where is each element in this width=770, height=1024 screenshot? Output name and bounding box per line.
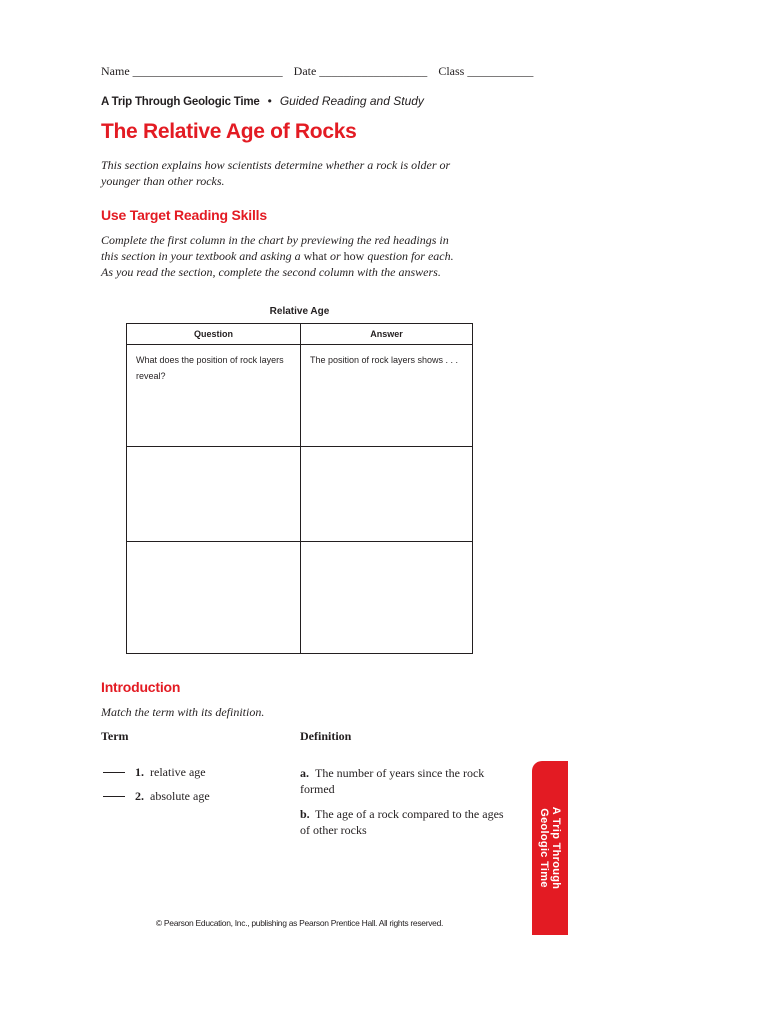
side-tab-label	[538, 761, 562, 935]
side-tab-line: Geologic Time	[538, 808, 550, 888]
definition-item	[300, 806, 505, 838]
bullet-separator: •	[267, 94, 272, 108]
term-text: absolute age	[150, 789, 210, 803]
name-field[interactable]: Name _________________________	[101, 64, 283, 78]
question-cell[interactable]: What does the position of rock layers reveal?	[127, 345, 301, 447]
skills-word-how: how	[343, 249, 365, 263]
copyright-footer: © Pearson Education, Inc., publishing as Pearson Prentice Hall. All rights reserved.	[155, 918, 444, 928]
definition-letter: b.	[300, 807, 310, 821]
matching-instruction: Match the term with its definition.	[101, 705, 265, 719]
chapter-title: A Trip Through Geologic Time	[101, 96, 260, 108]
skills-text-part: question for each. As you read the section, complete the second column with the answers.	[101, 249, 454, 279]
term-column-header: Term	[101, 729, 129, 743]
skills-text-part: or	[329, 249, 341, 263]
table-row	[127, 447, 473, 542]
answer-blank[interactable]	[103, 772, 125, 773]
page-title: The Relative Age of Rocks	[101, 120, 357, 143]
chapter-subhead	[101, 94, 424, 108]
skills-heading: Use Target Reading Skills	[101, 207, 267, 223]
list-item	[103, 789, 210, 804]
chapter-side-tab	[532, 761, 568, 935]
date-field[interactable]: Date __________________	[293, 64, 428, 78]
class-field[interactable]: Class ___________	[438, 64, 534, 78]
skills-text-part: Complete the first column in the chart by previewing the red headings in this section in your textbook and asking a	[101, 233, 449, 263]
answer-cell[interactable]: The position of rock layers shows . . .	[301, 345, 473, 447]
question-cell[interactable]	[127, 542, 301, 654]
list-item	[103, 765, 206, 780]
term-number: 2.	[135, 789, 144, 803]
answer-cell[interactable]	[301, 447, 473, 542]
term-text: relative age	[150, 765, 206, 779]
answer-column-header: Answer	[301, 324, 473, 345]
definition-text: The number of years since the rock formed	[300, 766, 485, 796]
definition-text: The age of a rock compared to the ages of other rocks	[300, 807, 504, 837]
table-row	[127, 542, 473, 654]
chart-header-row	[127, 324, 473, 345]
question-cell[interactable]	[127, 447, 301, 542]
skills-word-what: what	[303, 249, 327, 263]
skills-instructions	[101, 232, 461, 280]
definition-letter: a.	[300, 766, 309, 780]
answer-cell[interactable]	[301, 542, 473, 654]
question-column-header: Question	[127, 324, 301, 345]
introduction-heading: Introduction	[101, 679, 181, 695]
section-description: This section explains how scientists determine whether a rock is older or younger than other rocks.	[101, 158, 451, 188]
definition-column-header: Definition	[300, 729, 352, 743]
answer-blank[interactable]	[103, 796, 125, 797]
side-tab-line: A Trip Through	[550, 806, 562, 890]
term-number: 1.	[135, 765, 144, 779]
student-info-line	[101, 64, 541, 79]
chart-title: Relative Age	[269, 306, 330, 317]
relative-age-chart	[126, 323, 473, 654]
table-row	[127, 345, 473, 447]
definition-item	[300, 765, 505, 797]
series-title: Guided Reading and Study	[279, 94, 424, 108]
